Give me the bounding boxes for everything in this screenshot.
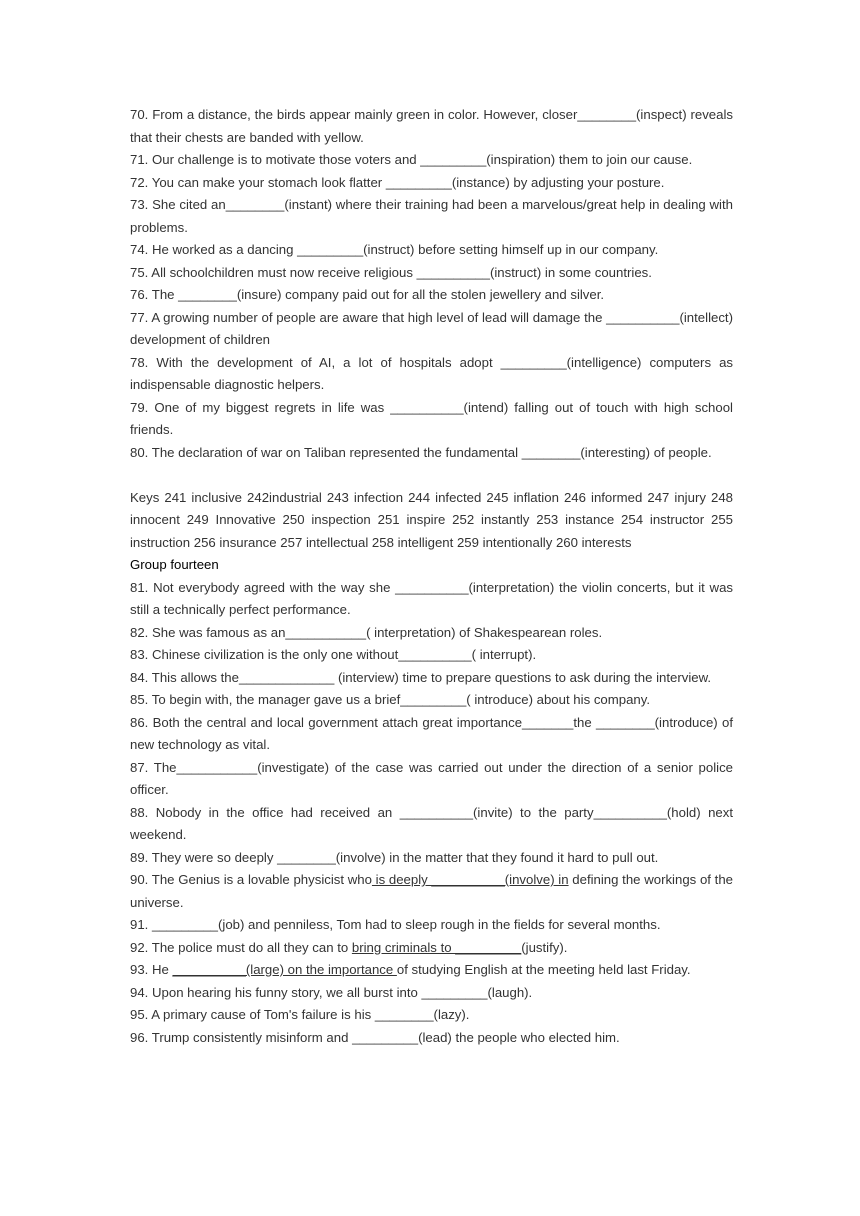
exercise-item-79: 79. One of my biggest regrets in life was __________(intend) falling out of touch with high school friends. <box>130 399 733 437</box>
exercise-item-91: 91. _________(job) and penniless, Tom had to sleep rough in the fields for several months. <box>130 917 661 932</box>
item-92-text-before: 92. The police must do all they can to <box>130 939 352 955</box>
exercise-item-84: 84. This allows the_____________ (interview) time to prepare questions to ask during the interview. <box>130 669 712 685</box>
exercise-item-77: 77. A growing number of people are aware that high level of lead will damage the __________(intellect) development of children <box>130 309 733 347</box>
exercise-item-72: 72. You can make your stomach look flatter _________(instance) by adjusting your posture. <box>130 174 665 190</box>
spacer <box>130 464 733 487</box>
group-title: Group fourteen <box>130 557 219 572</box>
item-92-text-after: (justify). <box>521 939 568 955</box>
item-90-underlined-text: is deeply __________(involve) in <box>371 872 569 887</box>
exercise-item-94: 94. Upon hearing his funny story, we all burst into _________(laugh). <box>130 984 533 1000</box>
exercise-item-88: 88. Nobody in the office had received an __________(invite) to the party__________(hold) next weekend. <box>130 804 733 842</box>
item-90-text-after: defining the workings of the universe. <box>130 872 733 910</box>
exercise-item-71: 71. Our challenge is to motivate those voters and _________(inspiration) them to join our cause. <box>130 152 693 167</box>
item-92-underlined-text: bring criminals to _________ <box>351 939 522 955</box>
exercise-item-74: 74. He worked as a dancing _________(instruct) before setting himself up in our company. <box>130 242 659 257</box>
item-93-text-before: 93. He <box>130 962 173 977</box>
item-93-text-after: of studying English at the meeting held last Friday. <box>396 962 691 977</box>
exercise-item-78: 78. With the development of AI, a lot of hospitals adopt _________(intelligence) computers as indispensable diagnostic helpers. <box>130 354 733 392</box>
exercise-item-83: 83. Chinese civilization is the only one without__________( interrupt). <box>130 647 537 662</box>
exercise-content <box>130 104 733 1049</box>
exercise-item-80: 80. The declaration of war on Taliban represented the fundamental ________(interesting) of people. <box>130 444 712 460</box>
exercise-item-96: 96. Trump consistently misinform and _________(lead) the people who elected him. <box>130 1029 620 1045</box>
exercise-item-89: 89. They were so deeply ________(involve) in the matter that they found it hard to pull out. <box>130 849 659 865</box>
exercise-item-82: 82. She was famous as an___________( interpretation) of Shakespearean roles. <box>130 624 603 640</box>
exercise-item-75: 75. All schoolchildren must now receive religious __________(instruct) in some countries. <box>130 264 652 280</box>
exercise-item-95: 95. A primary cause of Tom's failure is his ________(lazy). <box>130 1007 470 1022</box>
item-93-underlined-text: __________(large) on the importance <box>172 962 397 977</box>
exercise-item-76: 76. The ________(insure) company paid out for all the stolen jewellery and silver. <box>130 287 605 302</box>
exercise-item-93 <box>130 959 733 982</box>
item-90-text-before: 90. The Genius is a lovable physicist who <box>130 872 372 887</box>
exercise-item-81: 81. Not everybody agreed with the way she __________(interpretation) the violin concerts, but it was still a technically perfect performance. <box>130 579 733 617</box>
exercise-item-73: 73. She cited an________(instant) where their training had been a marvelous/great help in dealing with problems. <box>130 197 733 235</box>
exercise-item-85: 85. To begin with, the manager gave us a brief_________( introduce) about his company. <box>130 692 651 707</box>
exercise-item-92 <box>130 937 733 960</box>
exercise-item-86: 86. Both the central and local government attach great importance_______the ________(introduce) of new technology as vital. <box>130 714 733 752</box>
answer-keys: Keys 241 inclusive 242industrial 243 infection 244 infected 245 inflation 246 informed 247 injury 248 innocent 249 Innovative 250 inspection 251 inspire 252 instantly 253 instance 254 instructor 255 instruction 256 insurance 257 intellectual 258 intelligent 259 intentionally 260 interests <box>130 489 733 550</box>
exercise-item-90 <box>130 869 733 914</box>
exercise-item-87: 87. The___________(investigate) of the case was carried out under the direction of a senior police officer. <box>130 759 733 797</box>
exercise-item-70: 70. From a distance, the birds appear mainly green in color. However, closer________(inspect) reveals that their chests are banded with yellow. <box>130 107 733 145</box>
